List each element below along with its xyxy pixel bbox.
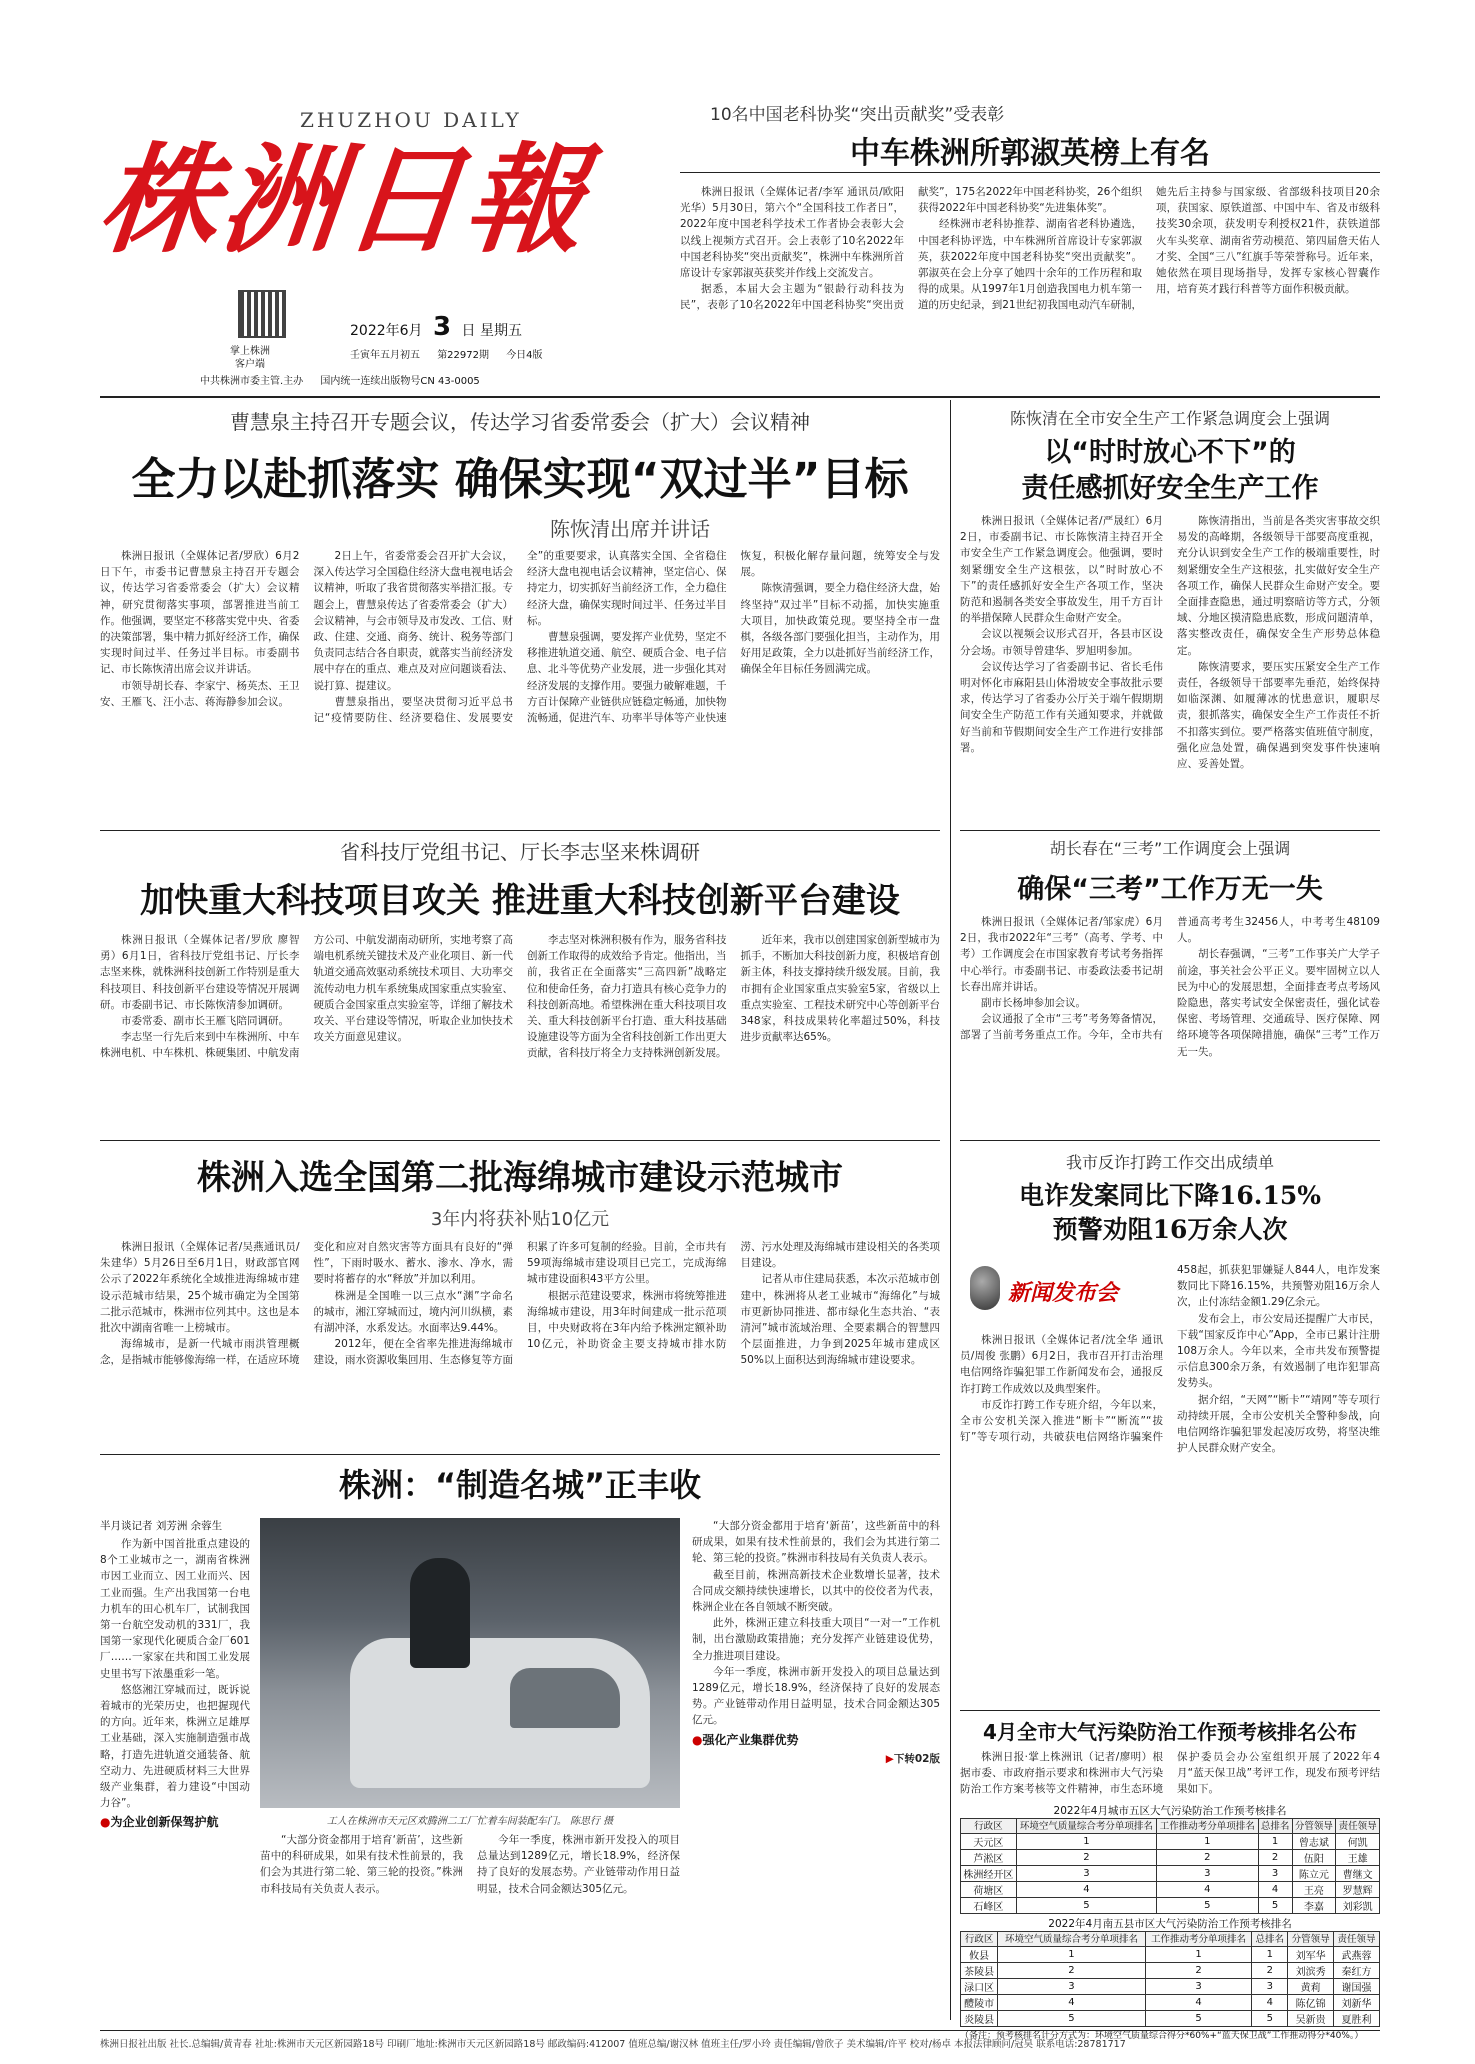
table-cell: 吴新贵	[1288, 2011, 1334, 2027]
table-row	[961, 1947, 1380, 1963]
story-1-headline: 全力以赴抓落实 确保实现“双过半”目标	[131, 454, 909, 505]
divider	[960, 1710, 1380, 1711]
table-cell: 曾志斌	[1292, 1834, 1336, 1850]
table-cell: 攸县	[961, 1947, 998, 1963]
story-4	[100, 1460, 940, 2025]
car-window-shape	[510, 1668, 620, 1728]
table-row	[961, 1850, 1380, 1866]
top-story-headline: 中车株洲所郭淑英榜上有名	[850, 136, 1210, 171]
divider	[960, 1140, 1380, 1141]
logo-spacer	[960, 1262, 1150, 1332]
table-row	[961, 1834, 1380, 1850]
story-right-1-headline: 以“时时放心不下”的 责任感抓好安全生产工作	[1021, 437, 1319, 504]
story-4-col-bottom: “大部分资金都用于培育‘新苗’，这些新苗中的科研成果，如果有技术性前景的，我们会为其进行第二轮、第三轮的投资。”株洲市科技局有关负责人表示。 今年一季度，株洲市新开发投入的项目总量达到1289亿元，增长18.9%，经济保持了良好的发展态势。产业链带动作用日益明显，技术合同金额达305亿元。	[260, 1834, 680, 1895]
table-cell: 5	[1258, 1898, 1292, 1914]
table-cell: 石峰区	[961, 1898, 1017, 1914]
table-1-title: 2022年4月城市五区大气污染防治工作预考核排名	[1053, 1805, 1287, 1817]
table-cell: 2	[1258, 1850, 1292, 1866]
table-cell: 株洲经开区	[961, 1866, 1017, 1882]
table-cell: 伍阳	[1292, 1850, 1336, 1866]
table-cell: 谢国强	[1334, 1979, 1380, 1995]
story-5-body: 株洲日报·掌上株洲讯（记者/廖明）根据市委、市政府指示要求和株洲市大气污染防治工作方案考核等文件精神，市生态环境保护委员会办公室组织开展了2022年4月“蓝天保卫战”考评工作，现发布预考评结果如下。	[960, 1751, 1380, 1796]
table-note: （备注：预考核排名计分方式为：环境空气质量综合得分*60%+“蓝天保卫战”工作推动得分*40%。）	[960, 2031, 1364, 2041]
story-right-3-kicker: 我市反诈打跨工作交出成绩单	[1065, 1153, 1274, 1172]
sponsor-line: 中共株洲市委主管.主办 国内统一连续出版物号CN 43-0005	[200, 376, 480, 387]
story-right-3	[960, 1150, 1380, 1705]
story-5	[960, 1716, 1380, 2041]
table-cell: 5	[1157, 1898, 1259, 1914]
table-cell: 5	[998, 2011, 1145, 2027]
table-cell: 陈立元	[1292, 1866, 1336, 1882]
table-cell: 4	[1145, 1995, 1252, 2011]
table-cell: 5	[1145, 2011, 1252, 2027]
table-cell: 刘军华	[1288, 1947, 1334, 1963]
table-cell: 4	[1157, 1882, 1259, 1898]
story-right-2-kicker: 胡长春在“三考”工作调度会上强调	[1049, 839, 1291, 858]
story-3-headline: 株洲入选全国第二批海绵城市建设示范城市	[197, 1158, 843, 1198]
story-right-2-body: 株洲日报讯（全媒体记者/邹家虎）6月2日，我市2022年“三考”（高考、学考、中考）工作调度会在市国家教育考试考务指挥中心举行。市委副书记、市委政法委书记胡长春出席并讲话。 副市长杨坤参加会议。 会议通报了全市“三考”考务筹备情况，部署了当前考务重点工作。今年，全市共有普通高考考生32456人，中考考生48109人。 胡长春强调，“三考”工作事关广大学子前途，事关社会公平正义。要牢固树立以人民为中心的发展思想，全面排查考点考场风险隐患，落实考试安全保密责任，强化试卷保密、考场管理、交通疏导、医疗保障、网络环境等各项保障措施，确保“三考”工作万无一失。	[960, 916, 1380, 1058]
top-story	[680, 100, 1380, 390]
story-4-headline: 株洲：“制造名城”正丰收	[338, 1466, 702, 1504]
story-1-kicker: 曹慧泉主持召开专题会议，传达学习省委常委会（扩大）会议精神	[230, 410, 810, 434]
table-cell: 李嘉	[1292, 1898, 1336, 1914]
table-cell: 曹继文	[1336, 1866, 1380, 1882]
table-cell: 3	[1145, 1979, 1252, 1995]
table-cell: 荷塘区	[961, 1882, 1017, 1898]
story-2-body: 株洲日报讯（全媒体记者/罗欣 廖智勇）6月1日，省科技厅党组书记、厅长李志坚来株，就株洲科技创新工作特别是重大科技项目、科技创新平台建设等情况开展调研。市委副书记、市长陈恢清参加调研。 市委常委、副市长王雁飞陪同调研。 李志坚一行先后来到中车株洲所、中车株洲电机、中车株机、株硬集团、中航发南方公司、中航发湖南动研所，实地考察了高端电机系统关键技术及产业化项目、新一代轨道交通高效驱动系统技术项目、大功率交流传动电力机车系统集成国家重点实验室、硬质合金国家重点实验室等，详细了解技术攻关、平台建设等情况，听取企业加快技术攻关方面意见建议。 李志坚对株洲积极有作为，服务省科技创新工作取得的成效给予肯定。他指出，当前，我省正在全面落实“三高四新”战略定位和使命任务，奋力打造具有核心竞争力的科技创新高地。希望株洲在重大科技项目攻关、重大科技创新平台打造、重大科技基础设施建设等方面为全省科技创新工作出更大贡献，省科技厅将全力支持株洲创新发展。 近年来，我市以创建国家创新型城市为抓手，不断加大科技创新力度，积极培育创新主体，科技支撑持续升级发展。目前，我市拥有企业国家重点实验室5家，省级以上重点实验室、工程技术研究中心等创新平台348家，科技成果转化率超过50%，科技进步贡献率达65%。	[100, 934, 940, 1060]
issue-day: 3	[433, 312, 452, 342]
ranking-table-1	[960, 1818, 1380, 1914]
table-cell: 3	[1157, 1866, 1259, 1882]
story-4-col-right: “大部分资金都用于培育‘新苗’，这些新苗中的科研成果，如果有技术性前景的，我们会为其进行第二轮、第三轮的投资。”株洲市科技局有关负责人表示。 截至目前，株洲高新技术企业数增长显著，技术合同成交额持续快速增长，以其中的佼佼者为代表，株洲企业在各自领域不断突破。 此外，株洲正建立科技重大项目“一对一”工作机制，出台激励政策措施；充分发挥产业链建设优势，全力推进项目建设。 今年一季度，株洲市新开发投入的项目总量达到1289亿元，增长18.9%，经济保持了良好的发展态势。产业链带动作用日益明显，技术合同金额达305亿元。 ●强化产业集群优势 ▶下转02版	[692, 1518, 940, 2018]
table-cell: 黄莉	[1288, 1979, 1334, 1995]
table-cell: 4	[1258, 1882, 1292, 1898]
table-cell: 秦红方	[1334, 1963, 1380, 1979]
table-row	[961, 1898, 1380, 1914]
divider	[950, 400, 951, 2020]
table-cell: 王亮	[1292, 1882, 1336, 1898]
divider	[680, 172, 1380, 173]
table-cell: 3	[998, 1979, 1145, 1995]
table-cell: 3	[1252, 1979, 1288, 1995]
table-cell: 刘彩凯	[1336, 1898, 1380, 1914]
story-2	[100, 836, 940, 1136]
story-right-1-body: 株洲日报讯（全媒体记者/严晟红）6月2日，市委副书记、市长陈恢清主持召开全市安全生产工作紧急调度会。他强调，要时刻紧绷安全生产这根弦，以“时时放心不下”的责任感抓好安全生产各项工作，坚决防范和遏制各类安全事故发生，用千方百计的举措保障人民群众生命财产安全。 会议以视频会议形式召开，各县市区设分会场。市领导曾建华、罗旭明参加。 会议传达学习了省委副书记、省长毛伟明对怀化市麻阳县山体滑坡安全事故批示要求，传达学习了省委办公厅关于端午假期期间安全生产防范工作有关通知要求，并就做好当前和节假期间安全生产工作进行安排部署。 陈恢清指出，当前是各类灾害事故交织易发的高峰期，各级领导干部要高度重视，充分认识到安全生产工作的极端重要性，时刻紧绷安全生产这根弦，扎实做好安全生产各项工作，确保人民群众生命财产安全。要全面排查隐患，通过明察暗访等方式，分领域、分地区摸清隐患底数，形成问题清单，落实整改责任，确保安全生产形势总体稳定。 陈恢清要求，要压实压紧安全生产工作责任，各级领导干部要率先垂范，始终保持如临深渊、如履薄冰的忧患意识，履职尽责，狠抓落实，确保安全生产工作责任不折不扣落实到位。要严格落实值班值守制度，强化应急处置，确保遇到突发事件快速响应、妥善处置。	[960, 515, 1380, 771]
masthead-en-name: ZHUZHOU DAILY	[300, 108, 522, 132]
divider	[960, 830, 1380, 831]
table-header-row: 行政区 环境空气质量综合考分单项排名 工作推动考分单项排名 总排名 分管领导 责任领导	[961, 1819, 1380, 1834]
story-5-headline: 4月全市大气污染防治工作预考核排名公布	[983, 1720, 1357, 1744]
story-4-subhead-2: ●强化产业集群优势	[692, 1732, 799, 1747]
masthead-logo: 株洲日報	[92, 130, 596, 269]
news-conference-logo-text: 新闻发布会	[1008, 1281, 1119, 1306]
table-cell: 刘滨秀	[1288, 1963, 1334, 1979]
table-cell: 茶陵县	[961, 1963, 998, 1979]
story-right-2	[960, 836, 1380, 1136]
story-3	[100, 1150, 940, 1450]
table-cell: 刘新华	[1334, 1995, 1380, 2011]
table-cell: 1	[1016, 1834, 1156, 1850]
table-cell: 3	[1016, 1866, 1156, 1882]
issue-info: 壬寅年五月初五 第22972期 今日4版	[350, 350, 543, 361]
story-4-byline: 半月谈记者 刘芳洲 余蓉生	[100, 1520, 223, 1532]
divider	[100, 2030, 1380, 2031]
table-cell: 陈亿锦	[1288, 1995, 1334, 2011]
divider	[100, 1140, 940, 1141]
masthead	[92, 100, 660, 390]
table-cell: 4	[1016, 1882, 1156, 1898]
story-3-sub: 3年内将获补贴10亿元	[430, 1209, 610, 1230]
story-1-body: 株洲日报讯（全媒体记者/罗欣）6月2日下午，市委书记曹慧泉主持召开专题会议，传达学习省委常委会（扩大）会议精神，研究贯彻落实事项，部署推进当前工作。他强调，要坚定不移落实党中央、省委的决策部署，集中精力抓好经济工作，确保实现时间过半、任务过半目标。市委副书记、市长陈恢清出席会议并讲话。 市领导胡长春、李家宁、杨英杰、王卫安、王雁飞、汪小志、蒋海静参加会议。 2日上午，省委常委会召开扩大会议，深入传达学习全国稳住经济大盘电视电话会议精神，听取了我省贯彻落实举措汇报。专题会上，曹慧泉传达了省委常委会（扩大）会议精神，与会市领导及市发改、工信、财政、住建、交通、商务、统计、税务等部门负责同志结合各自职责，就落实当前经济发展中存在的重点、难点及对应问题谈看法、说打算、提建议。 曹慧泉指出，要坚决贯彻习近平总书记“疫情要防住、经济要稳住、发展要安全”的重要要求，认真落实全国、全省稳住经济大盘电视电话会议精神，坚定信心、保持定力，切实抓好当前经济工作，全力稳住经济大盘，确保实现时间过半、任务过半目标。 曹慧泉强调，要发挥产业优势，坚定不移推进轨道交通、航空、硬质合金、电子信息、北斗等优势产业发展，进一步强化其对经济发展的支撑作用。要强力破解难题，千方百计保障产业链供应链稳定畅通，加快物流畅通，促进汽车、功率半导体等产业快速恢复，积极化解存量问题，统筹安全与发展。 陈恢清强调，要全力稳住经济大盘，始终坚持“双过半”目标不动摇，加快实施重大项目，加快政策兑现。要坚持全市一盘棋，各级各部门要强化担当，主动作为，用好用足政策，全力以赴抓好当前经济工作，确保全年目标任务圆满完成。	[100, 550, 940, 725]
table-cell: 渌口区	[961, 1979, 998, 1995]
table-cell: 夏胜利	[1334, 2011, 1380, 2027]
table-cell: 何凯	[1336, 1834, 1380, 1850]
table-cell: 2	[1016, 1850, 1156, 1866]
story-3-body: 株洲日报讯（全媒体记者/吴燕通讯员/朱建华）5月26日至6月1日，财政部官网公示了2022年系统化全域推进海绵城市建设示范城市结果，25个城市确定为全国第二批示范城市，株洲市位列其中。这也是本批次中湖南省唯一上榜城市。 海绵城市，是新一代城市雨洪管理概念，是指城市能够像海绵一样，在适应环境变化和应对自然灾害等方面具有良好的“弹性”，下雨时吸水、蓄水、渗水、净水，需要时将蓄存的水“释放”并加以利用。 株洲是全国唯一以三点水“渊”字命名的城市，湘江穿城而过，境内河川纵横，素有湖冲泽，水系发达。水面率达9.44%。 2012年，便在全省率先推进海绵城市建设，雨水资源收集回用、生态修复等方面积累了许多可复制的经验。目前，全市共有59项海绵城市建设项目已完工，完成海绵城市建设面积43平方公里。 根据示范建设要求，株洲市将统筹推进海绵城市建设，用3年时间建成一批示范项目，中央财政将在3年内给予株洲定额补助10亿元，补助资金主要支持城市排水防涝、污水处理及海绵城市建设相关的各类项目建设。 记者从市住建局获悉，本次示范城市创建中，株洲将从老工业城市“海绵化”与城市更新协同推进、都市绿化生态共治、“表清河”城市流域治理、全要素耦合的智慧四个层面推进，力争到2025年城市建成区50%以上面积达到海绵城市建设要求。	[100, 1241, 940, 1367]
table-cell: 罗慧辉	[1336, 1882, 1380, 1898]
story-1-sub: 陈恢清出席并讲话	[550, 517, 710, 541]
divider	[100, 396, 1380, 398]
story-1	[100, 406, 940, 826]
table-row	[961, 2011, 1380, 2027]
table-2-title: 2022年4月南五县市区大气污染防治工作预考核排名	[1048, 1918, 1292, 1930]
table-row	[961, 1995, 1380, 2011]
story-right-2-headline: 确保“三考”工作万无一失	[1017, 874, 1323, 905]
table-cell: 1	[1258, 1834, 1292, 1850]
divider	[100, 830, 940, 831]
story-right-3-body: 株洲日报讯（全媒体记者/沈全华 通讯员/周俊 张鹏）6月2日，我市召开打击治理电信网络诈骗犯罪工作新闻发布会，通报反诈打跨工作成效以及典型案件。 市反诈打跨工作专班介绍，今年以来，全市公安机关深入推进“断卡”“断流”“拔钉”等专项行动，共破获电信网络诈骗案件458起，抓获犯罪嫌疑人844人，电诈发案数同比下降16.15%，共预警劝阻16万余人次，止付冻结金额1.29亿余元。 发布会上，市公安局还提醒广大市民，下载“国家反诈中心”App，全市已累计注册108万余人。今年以来，全市共发布预警提示信息300余万条，有效遏制了电诈犯罪高发势头。 据介绍，“天网”“断卡”“靖网”等专项行动持续开展，全市公安机关全警种参战，向电信网络诈骗犯罪发起凌厉攻势，将坚决维护人民群众财产安全。	[960, 1264, 1380, 1455]
table-row	[961, 1882, 1380, 1898]
table-cell: 天元区	[961, 1834, 1017, 1850]
worker-shape	[410, 1558, 470, 1668]
table-cell: 4	[998, 1995, 1145, 2011]
table-cell: 1	[1252, 1947, 1288, 1963]
issue-date: 2022年6月 3 日 星期五	[350, 312, 522, 342]
factory-photo	[260, 1518, 680, 1808]
table-row	[961, 1866, 1380, 1882]
table-cell: 芦淞区	[961, 1850, 1017, 1866]
story-2-kicker: 省科技厅党组书记、厅长李志坚来株调研	[340, 840, 700, 864]
photo-caption: 工人在株洲市天元区欢腾洲二工厂忙着车间装配车门。 陈思行 摄	[326, 1816, 614, 1827]
table-header-row: 行政区 环境空气质量综合考分单项排名 工作推动考分单项排名 总排名 分管领导 责任领导	[961, 1932, 1380, 1947]
story-4-col-left: 作为新中国首批重点建设的8个工业城市之一，湖南省株洲市因工业而立、因工业而兴、因工业而强。生产出我国第一台电力机车的田心机车厂，试制我国第一台航空发动机的331厂，我国第一家现代化硬质合金厂601厂……一家家在共和国工业发展史里书写下浓墨重彩一笔。 悠悠湘江穿城而过，既诉说着城市的光荣历史，也把握现代的方向。近年来，株洲立足雄厚工业基础，深入实施制造强市战略，打造先进轨道交通装备、航空动力、先进硬质材料三大世界级产业集群，着力建设“中国动力谷”。 ●为企业创新保驾护航	[100, 1538, 250, 1830]
table-row	[961, 1963, 1380, 1979]
top-story-kicker: 10名中国老科协奖“突出贡献奖”受表彰	[710, 105, 1005, 125]
table-cell: 2	[1145, 1963, 1252, 1979]
table-cell: 王雄	[1336, 1850, 1380, 1866]
divider	[100, 1454, 940, 1455]
table-cell: 武燕蓉	[1334, 1947, 1380, 1963]
table-cell: 1	[1145, 1947, 1252, 1963]
table-cell: 1	[998, 1947, 1145, 1963]
table-cell: 4	[1252, 1995, 1288, 2011]
table-cell: 2	[1157, 1850, 1259, 1866]
app-label: 掌上株洲 客户端	[230, 346, 270, 370]
table-cell: 3	[1258, 1866, 1292, 1882]
ranking-table-2	[960, 1931, 1380, 2027]
table-cell: 炎陵县	[961, 2011, 998, 2027]
table-row	[961, 1979, 1380, 1995]
table-cell: 2	[1252, 1963, 1288, 1979]
top-story-body: 株洲日报讯（全媒体记者/李军 通讯员/欧阳光华）5月30日，第六个“全国科技工作者日”，2022年度中国老科学技术工作者协会表彰大会以线上视频方式召开。会上表彰了10名2022年中国老科协奖“突出贡献奖”，株洲中车株洲所首席设计专家郭淑英获奖并作线上交流发言。 据悉，本届大会主题为“银龄行动科技为民”，表彰了10名2022年中国老科协奖“突出贡献奖”，175名2022年中国老科协奖，26个组织获得2022年中国老科协奖“先进集体奖”。 经株洲市老科协推荐、湖南省老科协遴选，中国老科协评选，中车株洲所首席设计专家郭淑英，获2022年度中国老科协奖“突出贡献奖”。郭淑英在会上分享了她四十余年的工作历程和取得的成果。从1997年1月创造我国电力机车第一道的历史纪录，到21世纪初我国电动汽车研制，她先后主持参与国家级、省部级科技项目20余项，获国家、原铁道部、中国中车、省及市级科技奖30余项，获发明专利授权21件，获铁道部火车头奖章、湖南省劳动模范、第四届詹天佑人才奖、全国“三八”红旗手等荣誉称号。近年来，她依然在项目现场指导，发挥专家核心智囊作用，培育英才践行科普等方面作积极贡献。	[680, 186, 1380, 312]
story-2-headline: 加快重大科技项目攻关 推进重大科技创新平台建设	[140, 881, 900, 921]
table-cell: 5	[1252, 2011, 1288, 2027]
qr-code-icon[interactable]	[238, 290, 286, 338]
table-cell: 醴陵市	[961, 1995, 998, 2011]
table-cell: 2	[998, 1963, 1145, 1979]
table-cell: 1	[1157, 1834, 1259, 1850]
footer: 株洲日报社出版 社长.总编辑/黄青春 社址:株洲市天元区新园路18号 印刷厂地址:株洲市天元区新园路18号 邮政编码:412007 值班总编/谢汉林 值班主任/罗小玲 责任编辑/曾欣子 美术编辑/许平 校对/杨卓 本报法律顾问/冠昊 联系电话:28781717	[100, 2039, 1126, 2050]
story-right-3-headline: 电诈发案同比下降16.15% 预警劝阻16万余人次	[1018, 1181, 1322, 1244]
story-right-1	[960, 406, 1380, 826]
continue-link[interactable]: ▶下转02版	[885, 1752, 940, 1765]
story-right-1-kicker: 陈恢清在全市安全生产工作紧急调度会上强调	[1009, 409, 1330, 428]
table-cell: 5	[1016, 1898, 1156, 1914]
story-4-subhead-1: ●为企业创新保驾护航	[100, 1815, 219, 1830]
